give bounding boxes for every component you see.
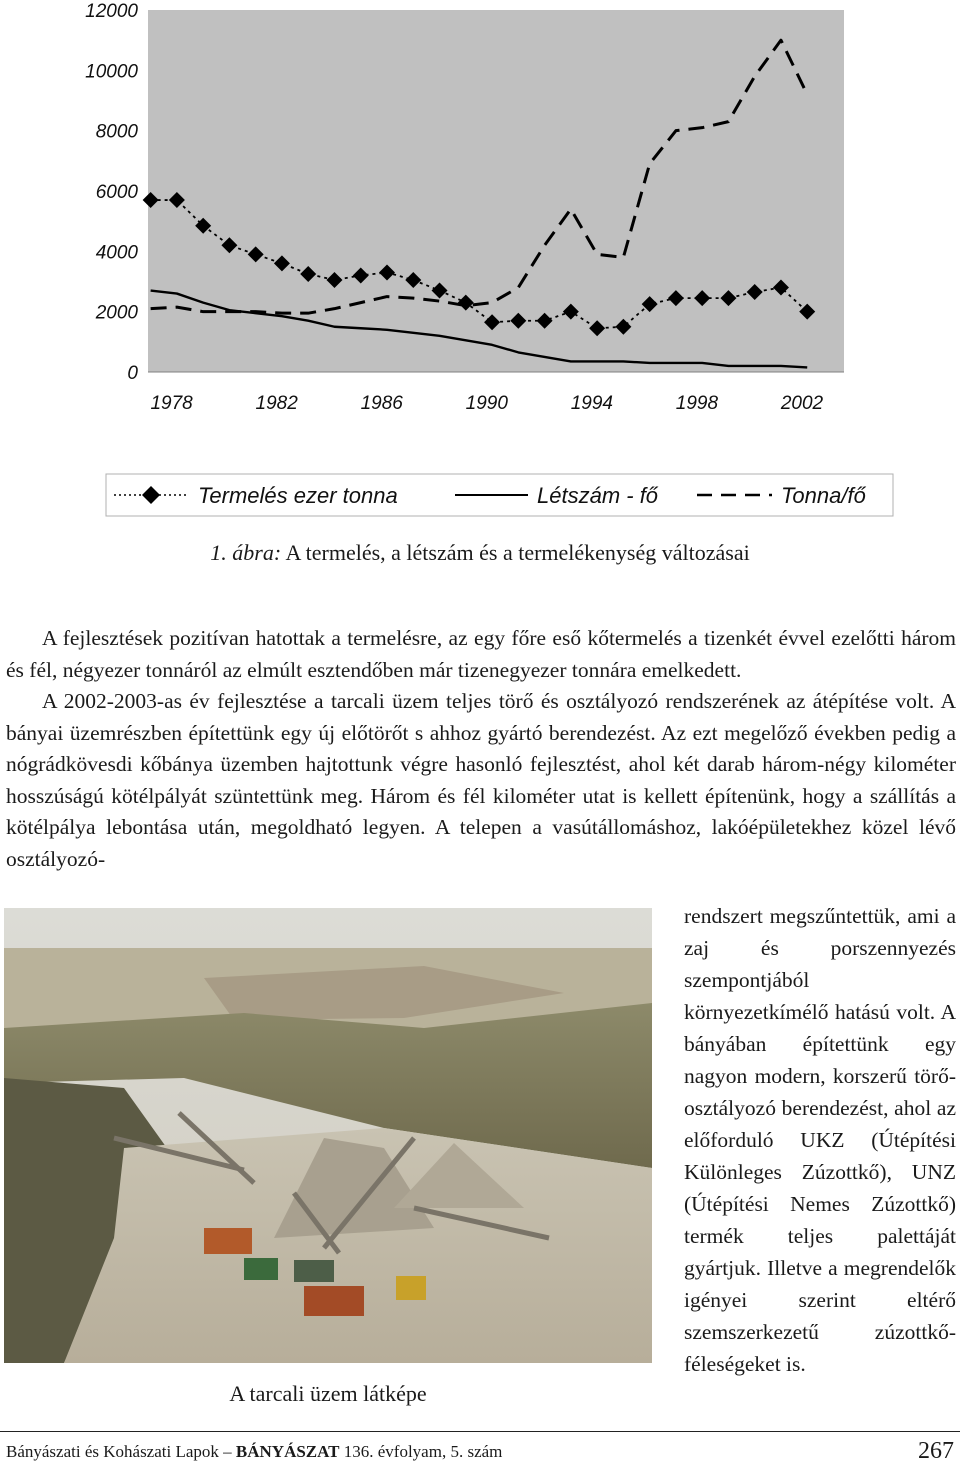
legend-label-headcount: Létszám - fő [537, 483, 659, 508]
quarry-photo [4, 908, 652, 1363]
article-body [6, 623, 956, 875]
y-tick-label: 2000 [95, 302, 138, 324]
plot-area [148, 10, 844, 372]
x-tick-label: 1978 [150, 393, 193, 414]
x-tick-label: 2002 [780, 393, 824, 414]
footer-journal-name: Bányászati és Kohászati Lapok – [6, 1442, 232, 1461]
y-tick-label: 0 [127, 363, 138, 384]
legend-label-productivity: Tonna/fő [781, 483, 866, 508]
page-number: 267 [918, 1438, 954, 1464]
y-tick-label: 10000 [85, 61, 138, 83]
y-tick-label: 6000 [95, 182, 138, 203]
production-chart [0, 0, 960, 520]
photo-caption: A tarcali üzem látképe [229, 1381, 427, 1406]
paragraph-1: A fejlesztések pozitívan hatottak a termelésre, az egy főre eső kőtermelés a tizenkét évvel ezelőtti három és fél, négyezer tonnáról az elmúlt esztendőben már tizenegyezer tonnára emelkedett. [6, 626, 956, 682]
x-tick-label: 1986 [360, 393, 403, 414]
x-tick-label: 1998 [675, 393, 719, 414]
legend-label-production: Termelés ezer tonna [198, 483, 398, 508]
x-tick-label: 1994 [570, 393, 614, 414]
y-tick-label: 4000 [95, 242, 138, 264]
footer-issue: 136. évfolyam, 5. szám [343, 1442, 503, 1461]
figure-caption [0, 540, 960, 566]
figure-caption-label: 1. ábra: [210, 540, 282, 565]
y-tick-label: 12000 [85, 1, 138, 22]
figure-caption-text: A termelés, a létszám és a termelékenység változásai [285, 540, 750, 565]
footer-journal [6, 1442, 502, 1462]
footer-divider [0, 1431, 960, 1432]
legend [106, 474, 893, 516]
y-tick-labels [85, 1, 138, 384]
chart-svg [0, 0, 960, 520]
paragraph-2: A 2002-2003-as év fejlesztése a tarcali üzem teljes törő és osztályozó rendszerének az átépítése volt. A bányai üzemrészben építettünk egy új előtörőt s ahhoz gyártó berendezést. Az ezt megelőző években pedig a nógrádkövesdi kőbánya üzemben hajtottunk végre hasonló fejlesztést, ahol két darab három-négy kilométer hosszúságú kötélpályát szüntettünk meg. Három és fél kilométer utat is kellett építenünk, hogy a szállítás a kötélpálya lebontása után, megoldható legyen. A telepen a vasútállomáshoz, lakóépületekhez közel lévő osztályozó- [6, 689, 956, 871]
x-tick-label: 1982 [255, 393, 298, 414]
y-tick-label: 8000 [95, 121, 138, 143]
side-column-text: rendszert megszűntettük, ami a zaj és porszennyezés szempontjából környezetkímélő hatású volt. A bányában építettünk egy nagyon modern, korszerű törő-osztályozó berendezést, ahol az előforduló UKZ (Útépítési Különleges Zúzottkő), UNZ (Útépítési Nemes Zúzottkő) termék teljes palettáját gyártjuk. Illetve a megrendelők igényei szerint eltérő szemszerkezetű zúzottkő-féleségeket is. [684, 904, 956, 1376]
footer-section: BÁNYÁSZAT [235, 1442, 340, 1461]
x-tick-labels [150, 393, 823, 414]
x-tick-label: 1990 [465, 393, 508, 414]
